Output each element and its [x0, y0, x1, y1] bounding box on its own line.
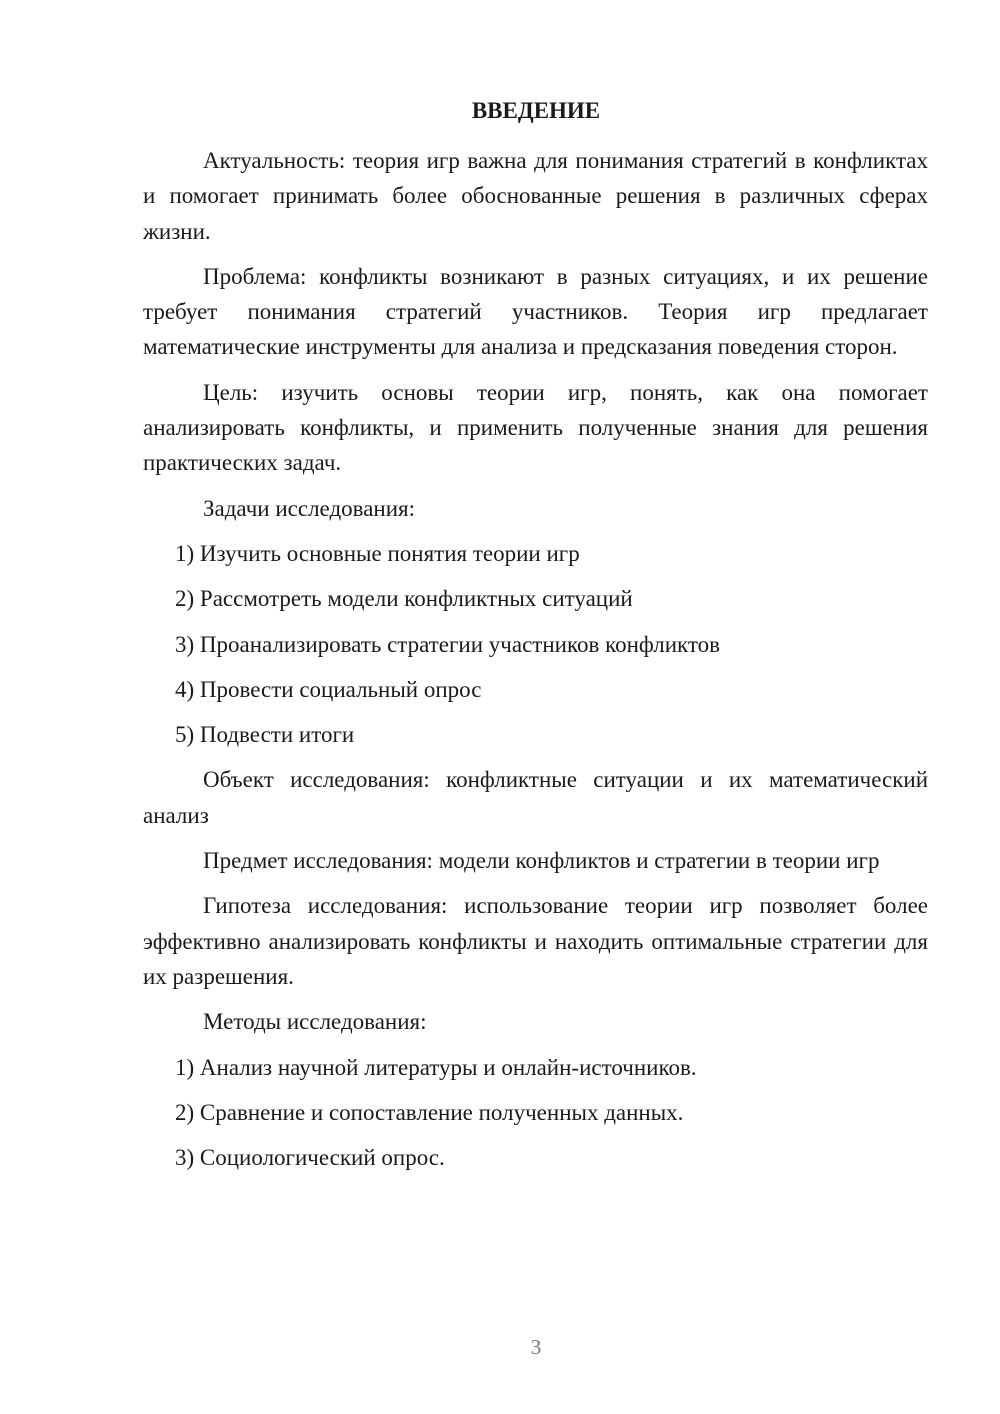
- object-paragraph: Объект исследования: конфликтные ситуации и их математический анализ: [143, 767, 928, 828]
- document-body: [143, 143, 928, 1185]
- page-number: 3: [530, 1335, 542, 1359]
- section-heading: ВВЕДЕНИЕ: [471, 98, 601, 123]
- method-item: 1) Анализ научной литературы и онлайн-источников.: [175, 1054, 697, 1080]
- problem-paragraph: Проблема: конфликты возникают в разных ситуациях, и их решение требует понимания стратегий участников. Теория игр предлагает математические инструменты для анализа и предсказания поведения сторон.: [143, 263, 928, 360]
- method-item: 2) Сравнение и сопоставление полученных данных.: [175, 1099, 684, 1125]
- task-item: 5) Подвести итоги: [175, 722, 355, 748]
- relevance-paragraph: Актуальность: теория игр важна для понимания стратегий в конфликтах и помогает принимать более обоснованные решения в различных сферах жизни.: [143, 148, 928, 244]
- hypothesis-paragraph: Гипотеза исследования: использование теории игр позволяет более эффективно анализировать конфликты и находить оптимальные стратегии для их разрешения.: [143, 893, 928, 989]
- methods-heading: Методы исследования:: [203, 1009, 427, 1035]
- task-item: 1) Изучить основные понятия теории игр: [175, 540, 580, 566]
- method-item: 3) Социологический опрос.: [175, 1145, 445, 1171]
- task-item: 4) Провести социальный опрос: [175, 676, 482, 702]
- task-item: 2) Рассмотреть модели конфликтных ситуаций: [175, 586, 633, 612]
- task-item: 3) Проанализировать стратегии участников конфликтов: [175, 631, 720, 657]
- goal-paragraph: Цель: изучить основы теории игр, понять, как она помогает анализировать конфликты, и применить полученные знания для решения практических задач.: [143, 379, 928, 476]
- subject-paragraph: Предмет исследования: модели конфликтов и стратегии в теории игр: [203, 848, 880, 874]
- tasks-heading: Задачи исследования:: [203, 495, 416, 521]
